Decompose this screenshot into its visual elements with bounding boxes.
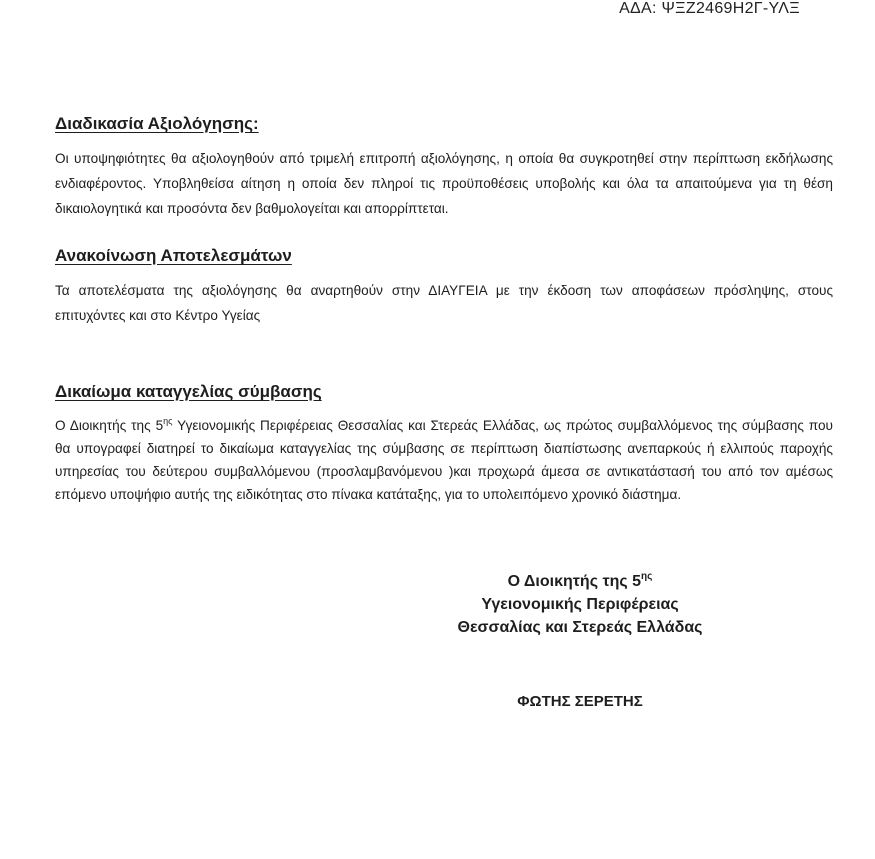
ordinal-suffix: ης [163,416,173,426]
signer-name: ΦΩΤΗΣ ΣΕΡΕΤΗΣ [517,693,643,710]
contract-text-start: Ο Διοικητής της 5 [55,418,164,433]
results-announcement-section [55,246,833,328]
contract-termination-section [55,382,833,506]
results-announcement-text: Τα αποτελέσματα της αξιολόγησης θα αναρτηθούν στην ΔΙΑΥΓΕΙΑ με την έκδοση των αποφάσεων πρόσληψης, στους επιτυχόντες και στο Κέντρο Υγείας [55,283,833,323]
contract-text-rest: Υγειονομικής Περιφέρειας Θεσσαλίας και Στερεάς Ελλάδας, ως πρώτος συμβαλλόμενος της σύμβασης που θα υπογραφεί διατηρεί το δικαίωμα καταγγελίας της σύμβασης σε περίπτωση διαπίστωσης ανεπαρκούς ή ελλιπούς παροχής υπηρεσίας του δεύτερου συμβαλλόμενου (προσλαμβανόμενου )και προχωρά άμεσα σε αντικατάστασή του από τον αμέσως επόμενο υποψήφιο αυτής της ειδικότητας στο πίνακα κατάταξης, για το υπολειπόμενο χρονικό διάστημα. [55,418,833,502]
signature-title-line1 [420,570,740,593]
evaluation-procedure-section [55,114,833,221]
evaluation-procedure-text: Οι υποψηφιότητες θα αξιολογηθούν από τριμελή επιτροπή αξιολόγησης, η οποία θα συγκροτηθεί στην περίπτωση εκδήλωσης ενδιαφέροντος. Υποβληθείσα αίτηση η οποία δεν πληροί τις προϋποθέσεις υποβολής και όλα τα απαιτούμενα για τη θέση δικαιολογητικά και προσόντα δεν βαθμολογείται και απορρίπτεται. [55,151,833,216]
signature-title-line3: Θεσσαλίας και Στερεάς Ελλάδας [457,619,703,636]
ada-code: ΑΔΑ: ΨΞΖ2469Η2Γ-ΥΛΞ [619,0,800,17]
results-announcement-heading: Ανακοίνωση Αποτελεσμάτων [55,246,292,265]
signature-ordinal-suffix: ης [641,571,653,582]
contract-termination-heading: Δικαίωμα καταγγελίας σύμβασης [55,382,322,401]
signature-line1-text: Ο Διοικητής της 5 [507,573,642,590]
contract-termination-text [55,414,833,506]
signature-title-line2: Υγειονομικής Περιφέρειας [481,596,679,613]
signature-block [420,570,740,639]
evaluation-procedure-heading: Διαδικασία Αξιολόγησης: [55,114,259,133]
